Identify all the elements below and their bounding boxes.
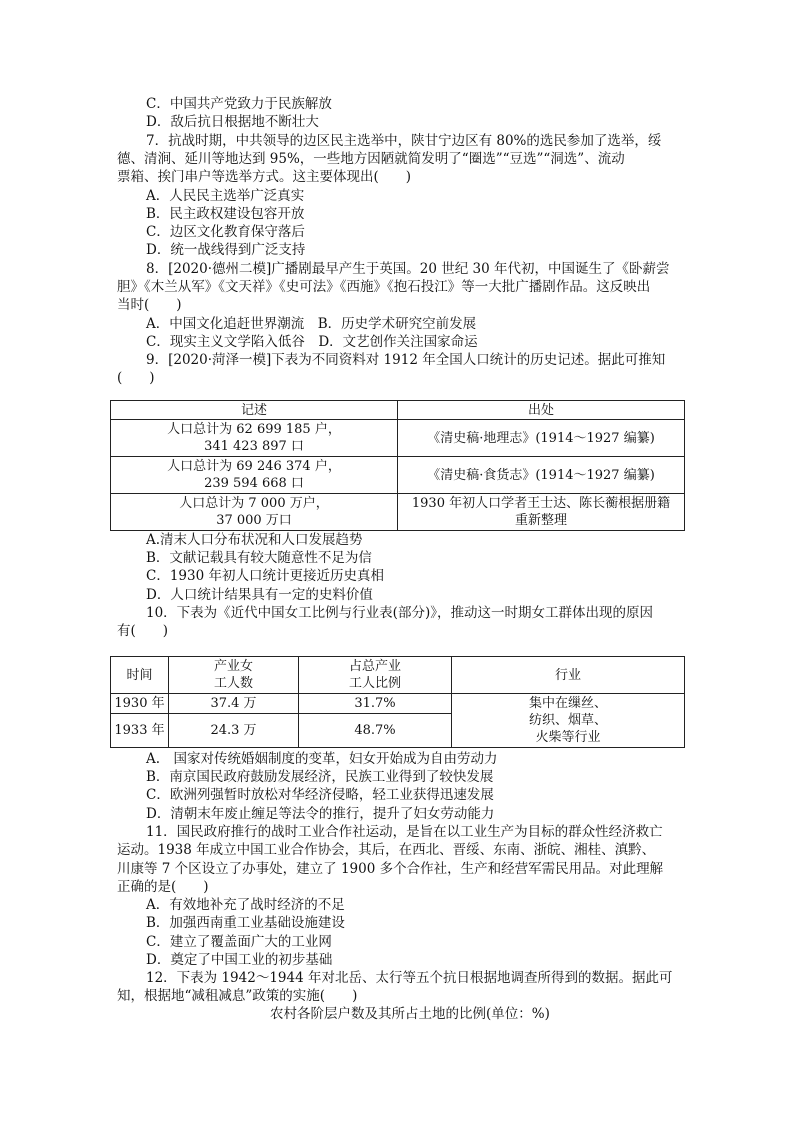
question-11-option-d: D．奠定了中国工业的初步基础: [146, 952, 333, 968]
table-cell: 《清史稿·地理志》(1914～1927 编纂): [427, 430, 655, 446]
table-cell: 人口总计为 7 000 万户，: [179, 496, 329, 511]
question-10-line-2: 有( ): [117, 623, 169, 639]
question-7-option-a: A．人民民主选举广泛真实: [146, 188, 305, 204]
table-row: [111, 694, 685, 714]
table-cell: 1930 年: [111, 694, 169, 714]
question-11-option-c: C．建立了覆盖面广大的工业网: [146, 934, 332, 950]
table-cell: 37.4 万: [169, 694, 299, 714]
question-10-option-d: D．清朝末年废止缠足等法令的推行，提升了妇女劳动能力: [146, 806, 495, 822]
question-11-line-3: 川康等 7 个区设立了办事处，建立了 1900 多个合作社，生产和经营军需民用品。对此理解: [117, 861, 664, 877]
question-10-option-a: A. 国家对传统婚姻制度的变革，妇女开始成为自由劳动力: [146, 751, 498, 767]
population-table: [110, 400, 685, 531]
question-7-line-1: 7．抗战时期，中共领导的边区民主选举中，陕甘宁边区有 80%的选民参加了选举，绥: [146, 133, 662, 149]
question-10-option-c: C．欧洲列强暂时放松对华经济侵略，轻工业获得迅速发展: [146, 787, 494, 803]
question-9-option-c: C．1930 年初人口统计更接近历史真相: [146, 568, 384, 584]
question-12-line-2: 知，根据地“减租减息”政策的实施( ): [117, 988, 358, 1004]
table-cell: 341 423 897 口: [204, 439, 304, 454]
table-row: [111, 457, 685, 494]
question-9-option-d: D．人口统计结果具有一定的史料价值: [146, 587, 373, 603]
table-header: 记述: [111, 401, 398, 420]
question-7-option-c: C．边区文化教育保守落后: [146, 224, 305, 240]
table-header: 时间: [111, 657, 169, 694]
table-cell: 37 000 万口: [216, 513, 292, 528]
table-caption: 农村各阶层户数及其所占土地的比例(单位：%): [270, 1006, 550, 1022]
table-cell: 1933 年: [111, 714, 169, 748]
question-10-option-b: B．南京国民政府鼓励发展经济，民族工业得到了较快发展: [146, 769, 494, 785]
table-header: 行业: [452, 657, 685, 694]
table-cell: 239 594 668 口: [204, 476, 304, 491]
table-row: [111, 420, 685, 457]
question-7-line-3: 票箱、挨门串户等选举方式。这主要体现出( ): [117, 169, 412, 185]
table-header: 产业女 工人数: [169, 657, 299, 694]
question-8-line-1: 8．[2020·德州二模]广播剧最早产生于英国。20 世纪 30 年代初，中国诞生了《卧薪尝: [146, 261, 670, 277]
question-9-option-a: A.清末人口分布状况和人口发展趋势: [146, 532, 363, 548]
table-cell: 24.3 万: [169, 714, 299, 748]
table-header: 出处: [398, 401, 685, 420]
table-cell: 《清史稿·食货志》(1914～1927 编纂): [427, 467, 655, 483]
female-workers-table: [110, 656, 685, 748]
table-row: [111, 494, 685, 531]
table-cell: 重新整理: [514, 513, 567, 528]
question-8-line-2: 胆》《木兰从军》《文天祥》《史可法》《西施》《抱石投江》等一大批广播剧作品。这反映出: [117, 279, 651, 295]
option-c-q6: C．中国共产党致力于民族解放: [146, 96, 332, 112]
table-cell: 集中在缫丝、 纺织、烟草、 火柴等行业: [452, 694, 685, 748]
table-cell: 48.7%: [299, 714, 452, 748]
question-9-option-b: B．文献记载具有较大随意性不足为信: [146, 550, 372, 566]
question-10-line-1: 10．下表为《近代中国女工比例与行业表(部分)》，推动这一时期女工群体出现的原因: [146, 605, 653, 621]
option-d-q6: D．敌后抗日根据地不断壮大: [146, 114, 319, 130]
table-header: 占总产业 工人比例: [299, 657, 452, 694]
question-11-line-2: 运动。1938 年成立中国工业合作协会，其后，在西北、晋绥、东南、浙皖、湘桂、滇黔、: [117, 842, 656, 858]
question-11-option-b: B．加强西南重工业基础设施建设: [146, 915, 345, 931]
question-11-line-1: 11．国民政府推行的战时工业合作社运动，是旨在以工业生产为目标的群众性经济救亡: [146, 824, 663, 840]
table-cell: 人口总计为 62 699 185 户，: [167, 422, 341, 437]
question-7-option-b: B．民主政权建设包容开放: [146, 206, 305, 222]
question-11-line-4: 正确的是( ): [117, 879, 209, 895]
question-8-options-cd: C．现实主义文学陷入低谷 D．文艺创作关注国家命运: [146, 334, 478, 350]
question-12-line-1: 12．下表为 1942～1944 年对北岳、太行等五个抗日根据地调查所得到的数据。据此可: [146, 970, 673, 986]
table-cell: 31.7%: [299, 694, 452, 714]
table-cell: 人口总计为 69 246 374 户，: [167, 459, 341, 474]
question-11-option-a: A．有效地补充了战时经济的不足: [146, 897, 345, 913]
question-8-line-3: 当时( ): [117, 297, 182, 313]
table-cell: 1930 年初人口学者王士达、陈长蘅根据册籍: [411, 496, 671, 511]
question-9-line-1: 9．[2020·菏泽一模]下表为不同资料对 1912 年全国人口统计的历史记述。据此可推知: [146, 352, 666, 368]
question-7-option-d: D．统一战线得到广泛支持: [146, 242, 306, 258]
question-7-line-2: 德、清涧、延川等地达到 95%，一些地方因陋就简发明了“圈选”“豆选”“洞选”、流动: [117, 151, 625, 167]
question-8-options-ab: A．中国文化追赶世界潮流 B．历史学术研究空前发展: [146, 316, 477, 332]
question-9-line-2: ( ): [117, 370, 155, 386]
